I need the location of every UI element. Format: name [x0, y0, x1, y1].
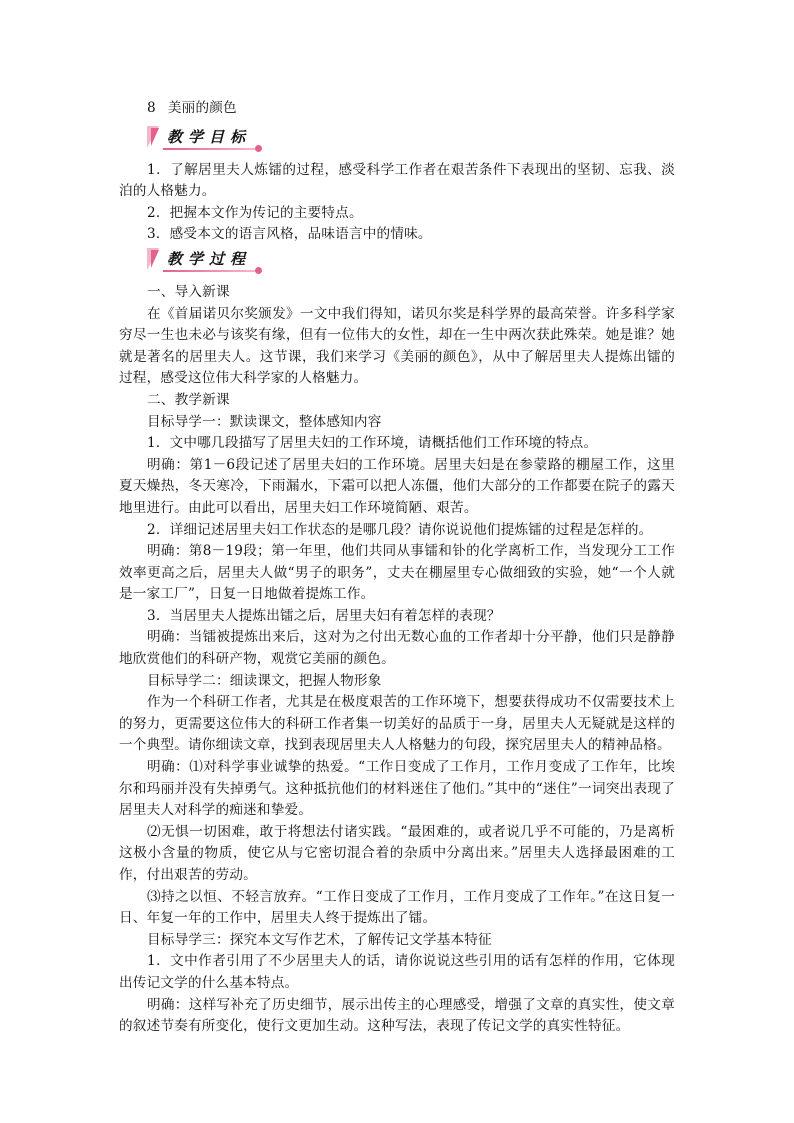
objective-item: 3．感受本文的语言风格，品味语言中的情味。	[147, 226, 432, 243]
banner-underline	[163, 270, 255, 272]
banner-underline	[163, 148, 255, 150]
answer-point: ⑶持之以恒、不轻言放弃。“工作日变成了工作月，工作月变成了工作年。”在这日复一日、年复一年的工作中，居里夫人终于提炼出了镭。	[119, 888, 675, 927]
answer-point: ⑵无惧一切困难，敢于将想法付诸实践。“最困难的，或者说几乎不可能的，乃是离析这极小含量的物质，使它从与它密切混合着的杂质中分离出来。”居里夫人选择最困难的工作，付出艰苦的劳动。	[119, 823, 675, 883]
lesson-number: 8	[147, 100, 156, 116]
section-heading-objectives: 教学目标	[167, 127, 252, 146]
goal-heading: 目标导学二：细读课文，把握人物形象	[147, 672, 382, 689]
process-heading: 二、教学新课	[147, 391, 230, 408]
answer: 明确：第8－19段；第一年里，他们共同从事镭和钋的化学离析工作，当发现分工工作效率更高之后，居里夫人做“男子的职务”，丈夫在棚屋里专心做细致的实验，她“一个人就是一家工厂”，日复一日地做着提炼工作。	[119, 543, 675, 603]
answer: 明确：第1－6段记述了居里夫妇的工作环境。居里夫妇是在参蒙路的棚屋工作，这里夏天燥热，冬天寒冷，下雨漏水，下霜可以把人冻僵，他们大部分的工作都要在院子的露天地里进行。由此可以看出，居里夫妇工作环境简陋、艰苦。	[119, 456, 675, 516]
goal-heading: 目标导学三：探究本文写作艺术，了解传记文学基本特征	[147, 931, 492, 948]
objective-item: 1．了解居里夫人炼镭的过程，感受科学工作者在艰苦条件下表现出的坚韧、忘我、淡泊的人格魅力。	[119, 161, 675, 200]
question: 3．当居里夫人提炼出镭之后，居里夫妇有着怎样的表现？	[147, 607, 501, 624]
lesson-title	[147, 98, 675, 120]
question: 1．文中哪几段描写了居里夫妇的工作环境，请概括他们工作环境的特点。	[147, 435, 598, 452]
banner-dot-icon	[255, 267, 262, 274]
lesson-name: 美丽的颜色	[167, 100, 237, 116]
process-paragraph: 作为一个科研工作者，尤其是在极度艰苦的工作环境下，想要获得成功不仅需要技术上的努力，更需要这位伟大的科研工作者集一切美好的品质于一身，居里夫人无疑就是这样的一个典型。请你细读文章，找到表现居里夫人人格魅力的句段，探究居里夫人的精神品格。	[119, 694, 675, 754]
banner-dot-icon	[255, 145, 262, 152]
answer: 明确：⑴对科学事业诚挚的热爱。“工作日变成了工作月，工作月变成了工作年，比埃尔和玛丽并没有失掉勇气。这种抵抗他们的材料迷住了他们。”其中的“迷住”一词突出表现了居里夫人对科学的痴迷和挚爱。	[119, 759, 675, 819]
section-banner-process	[147, 248, 267, 274]
banner-wedge-inner-icon	[151, 250, 159, 268]
process-paragraph: 在《首届诺贝尔奖颁发》一文中我们得知，诺贝尔奖是科学界的最高荣誉。许多科学家穷尽一生也未必与该奖有缘，但有一位伟大的女性，却在一生中两次获此殊荣。她是谁？她就是著名的居里夫人。这节课，我们来学习《美丽的颜色》，从中了解居里夫人提炼出镭的过程，感受这位伟大科学家的人格魅力。	[119, 305, 675, 387]
goal-heading: 目标导学一：默读课文，整体感知内容	[147, 413, 382, 430]
question: 2．详细记述居里夫妇工作状态的是哪几段？请你说说他们提炼镭的过程是怎样的。	[147, 521, 653, 538]
answer: 明确：当镭被提炼出来后，这对为之付出无数心血的工作者却十分平静，他们只是静静地欣赏他们的科研产物，观赏它美丽的颜色。	[119, 629, 675, 668]
section-heading-process: 教学过程	[167, 249, 252, 268]
document-content	[119, 98, 675, 1038]
banner-wedge-inner-icon	[151, 128, 159, 146]
answer: 明确：这样写补充了历史细节，展示出传主的心理感受，增强了文章的真实性，使文章的叙述节奏有所变化，使行文更加生动。这种写法，表现了传记文学的真实性特征。	[119, 996, 675, 1035]
objective-item: 2．把握本文作为传记的主要特点。	[147, 204, 363, 221]
question: 1．文中作者引用了不少居里夫人的话，请你说说这些引用的话有怎样的作用，它体现出传记文学的什么基本特点。	[119, 953, 675, 991]
section-banner-objectives	[147, 126, 267, 152]
process-heading: 一、导入新课	[147, 283, 230, 300]
